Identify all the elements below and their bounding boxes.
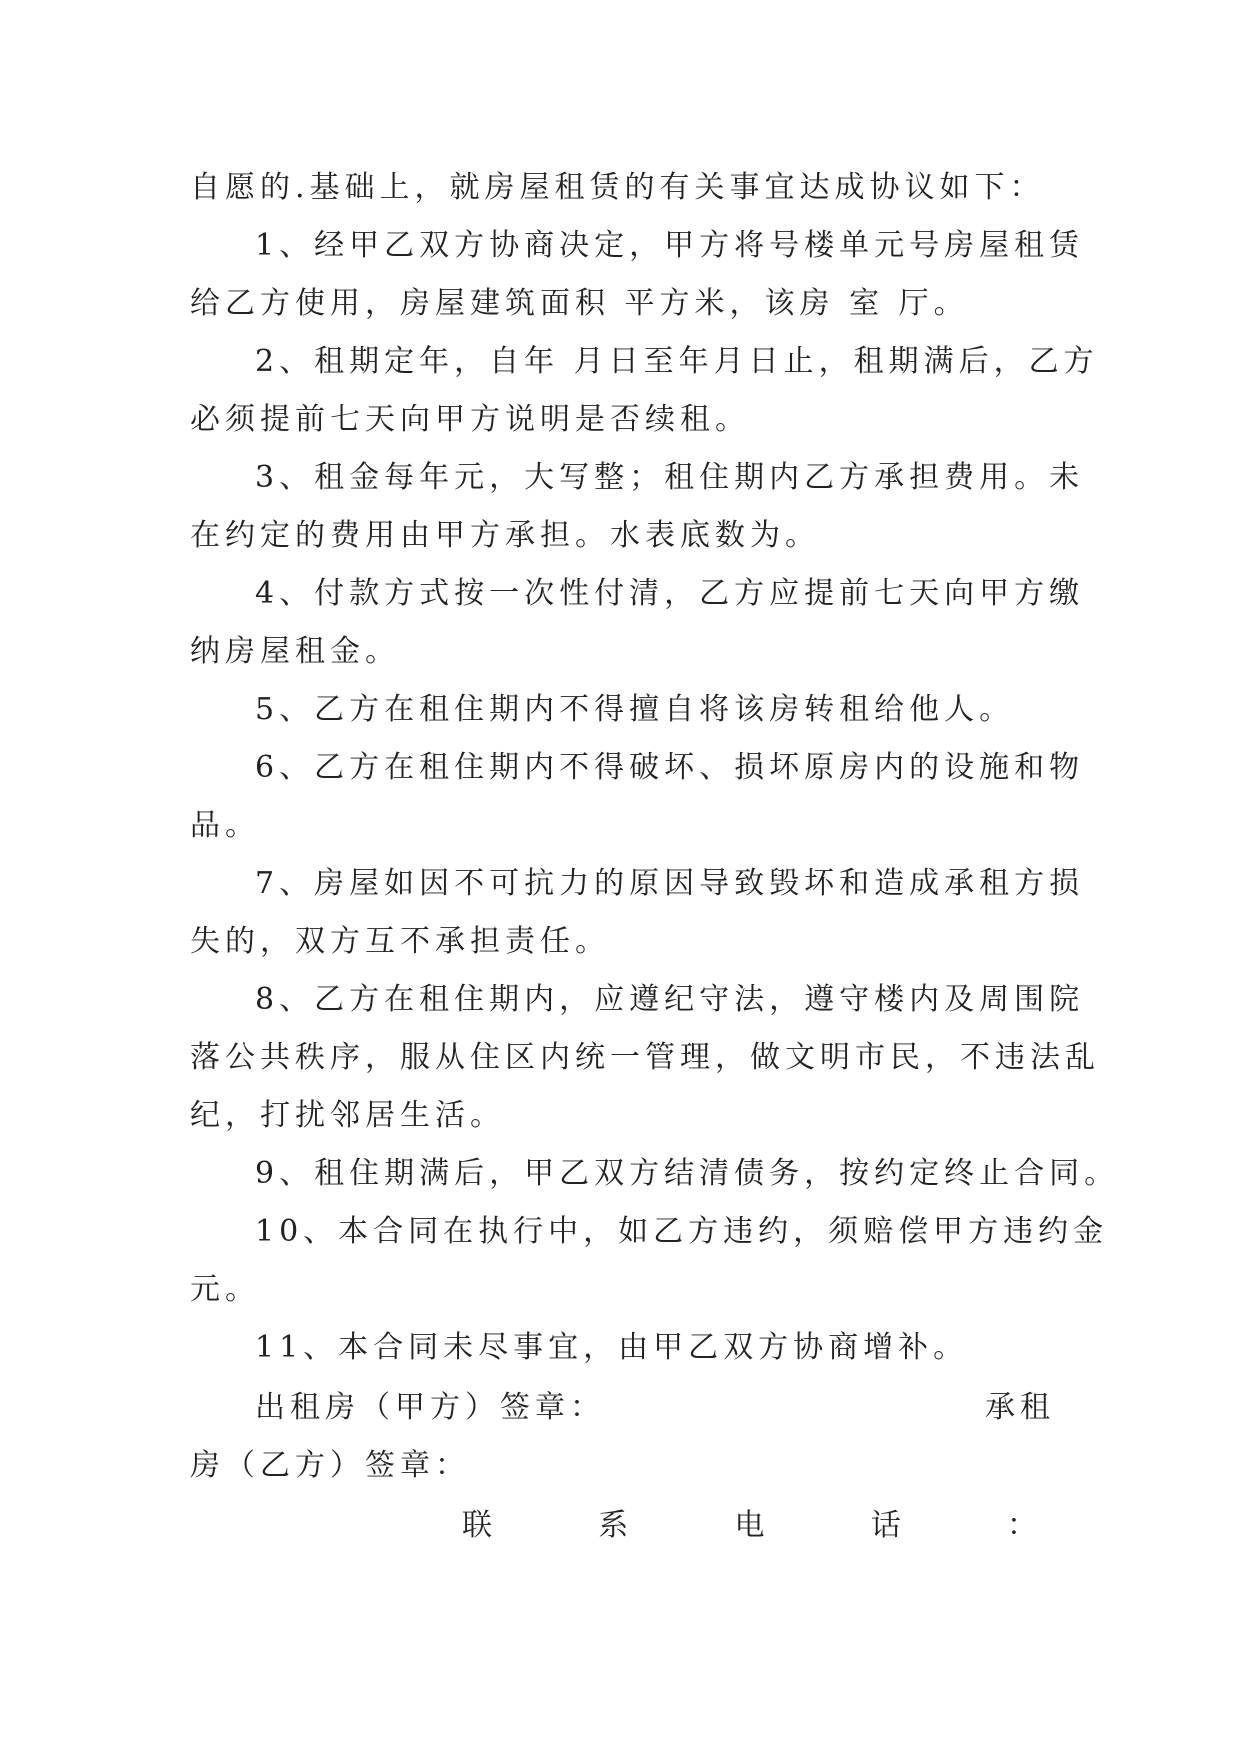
clause-8-line-2: 落公共秩序，服从住区内统一管理，做文明市民，不违法乱 — [190, 1040, 1100, 1075]
party-a-signature-label: 出租房（甲方）签章： — [255, 1390, 605, 1425]
contact-char: 联 — [462, 1508, 492, 1543]
clause-7-line-1: 7、房屋如因不可抗力的原因导致毁坏和造成承租方损 — [255, 866, 1085, 901]
clause-8-line-1: 8、乙方在租住期内，应遵纪守法，遵守楼内及周围院 — [255, 982, 1085, 1017]
contact-char: 系 — [598, 1508, 629, 1543]
clause-3-line-1: 3、租金每年元，大写整；租住期内乙方承担费用。未 — [255, 460, 1085, 495]
clause-3-line-2: 在约定的费用由甲方承担。水表底数为。 — [190, 518, 820, 553]
clause-1-line-1: 1、经甲乙双方协商决定，甲方将号楼单元号房屋租赁 — [255, 228, 1085, 263]
clause-10-line-2: 元。 — [190, 1272, 260, 1307]
clause-9-line: 9、租住期满后，甲乙双方结清债务，按约定终止合同。 — [255, 1156, 1120, 1191]
clause-4-line-2: 纳房屋租金。 — [190, 634, 400, 669]
clause-2-line-1: 2、租期定年，自年 月日至年月日止，租期满后，乙方 — [255, 344, 1099, 379]
clause-2-line-2: 必须提前七天向甲方说明是否续租。 — [190, 402, 750, 437]
clause-6-line-1: 6、乙方在租住期内不得破坏、损坏原房内的设施和物 — [255, 750, 1085, 785]
clause-11-line: 11、本合同未尽事宜，由甲乙双方协商增补。 — [255, 1330, 969, 1365]
contact-char: 话 — [870, 1508, 901, 1543]
paragraph-intro-line: 自愿的.基础上，就房屋租赁的有关事宜达成协议如下： — [190, 170, 1045, 205]
clause-10-line-1: 10、本合同在执行中，如乙方违约，须赔偿甲方违约金 — [255, 1214, 1109, 1249]
clause-6-line-2: 品。 — [190, 808, 260, 843]
contact-char: 电 — [734, 1508, 765, 1543]
clause-1-line-2: 给乙方使用，房屋建筑面积 平方米，该房 室 厅。 — [190, 286, 969, 321]
party-b-signature-label-end: 房（乙方）签章： — [190, 1448, 470, 1483]
contact-char: ： — [1007, 1508, 1037, 1543]
clause-4-line-1: 4、付款方式按一次性付清，乙方应提前七天向甲方缴 — [255, 576, 1085, 611]
clause-8-line-3: 纪，打扰邻居生活。 — [190, 1098, 505, 1133]
clause-7-line-2: 失的，双方互不承担责任。 — [190, 924, 610, 959]
contact-phone-label — [462, 1506, 1037, 1546]
clause-5-line: 5、乙方在租住期内不得擅自将该房转租给他人。 — [255, 692, 1015, 727]
party-b-signature-label-start: 承租 — [985, 1390, 1055, 1425]
